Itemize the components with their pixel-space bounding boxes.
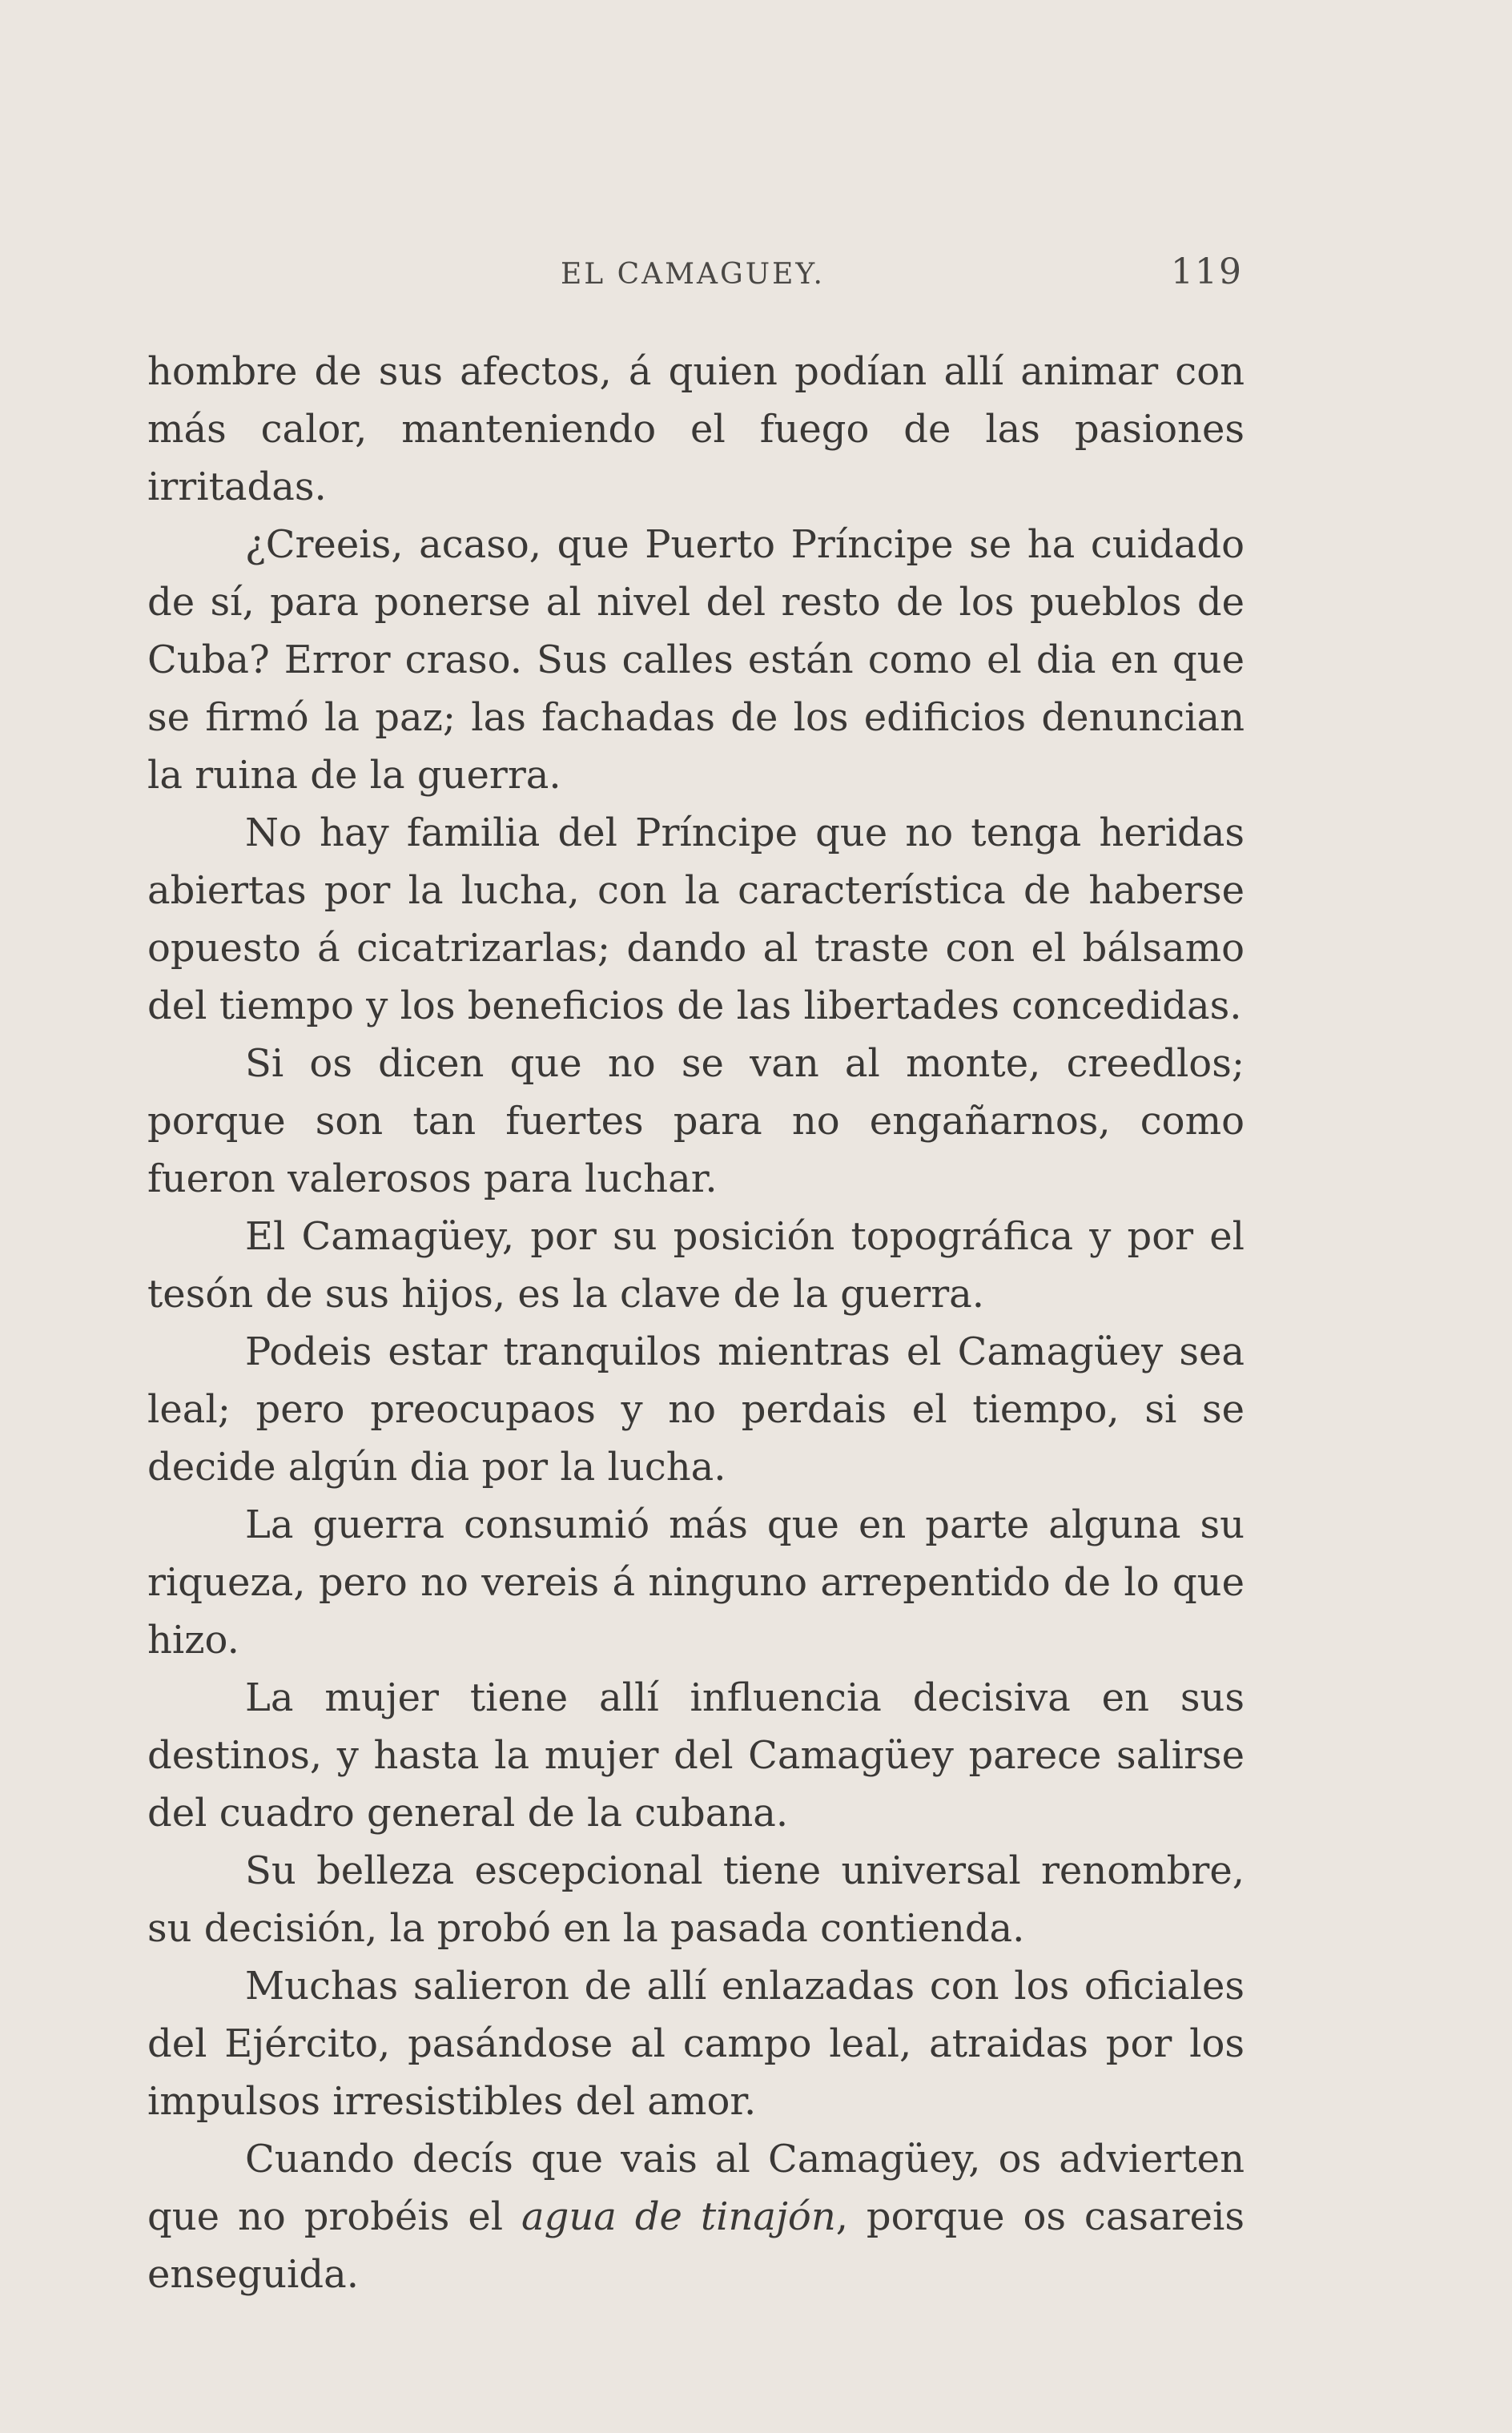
paragraph: Muchas salieron de allí enlazadas con los oficiales del Ejército, pasándose al campo leal, atraidas por los impulsos irresistibles del amor. [147,1964,1245,2124]
paragraph: El Camagüey, por su posición topográfica y por el tesón de sus hijos, es la clave de la guerra. [147,1214,1245,1317]
paragraph-text: Cuando decís que vais al Camagüey, os advierten que no probéis el [147,2137,1245,2239]
paragraph: La mujer tiene allí influencia decisiva en sus destinos, y hasta la mujer del Camagüey parece salirse del cuadro general de la cubana. [147,1675,1245,1836]
paragraph-last [147,2130,1245,2303]
paragraph: Su belleza escepcional tiene universal renombre, su decisión, la probó en la pasada contienda. [147,1848,1245,1951]
body-text [147,343,1245,2303]
running-title: EL CAMAGUEY. [561,258,825,291]
paragraph: No hay familia del Príncipe que no tenga heridas abiertas por la lucha, con la característica de haberse opuesto á cicatrizarlas; dando al traste con el bálsamo del tiempo y los beneficios de las libertades concedidas. [147,810,1245,1028]
paragraph-text: , porque os casareis enseguida. [147,2194,1245,2297]
paragraph: Podeis estar tranquilos mientras el Camagüey sea leal; pero preocupaos y no perdais el tiempo, si se decide algún dia por la lucha. [147,1329,1245,1490]
paragraph: Si os dicen que no se van al monte, creedlos; porque son tan fuertes para no engañarnos, como fueron valerosos para luchar. [147,1041,1245,1201]
page-number: 119 [1171,251,1243,292]
italic-phrase: agua de tinajón [521,2194,836,2239]
running-head [0,251,1512,306]
paragraph: La guerra consumió más que en parte alguna su riqueza, pero no vereis á ninguno arrepentido de lo que hizo. [147,1502,1245,1663]
paragraph: ¿Creeis, acaso, que Puerto Príncipe se ha cuidado de sí, para ponerse al nivel del resto de los pueblos de Cuba? Error craso. Sus calles están como el dia en que se firmó la paz; las fachadas de los edificios denuncian la ruina de la guerra. [147,522,1245,798]
paragraph-continuation: hombre de sus afectos, á quien podían allí animar con más calor, manteniendo el fuego de las pasiones irritadas. [147,349,1245,509]
